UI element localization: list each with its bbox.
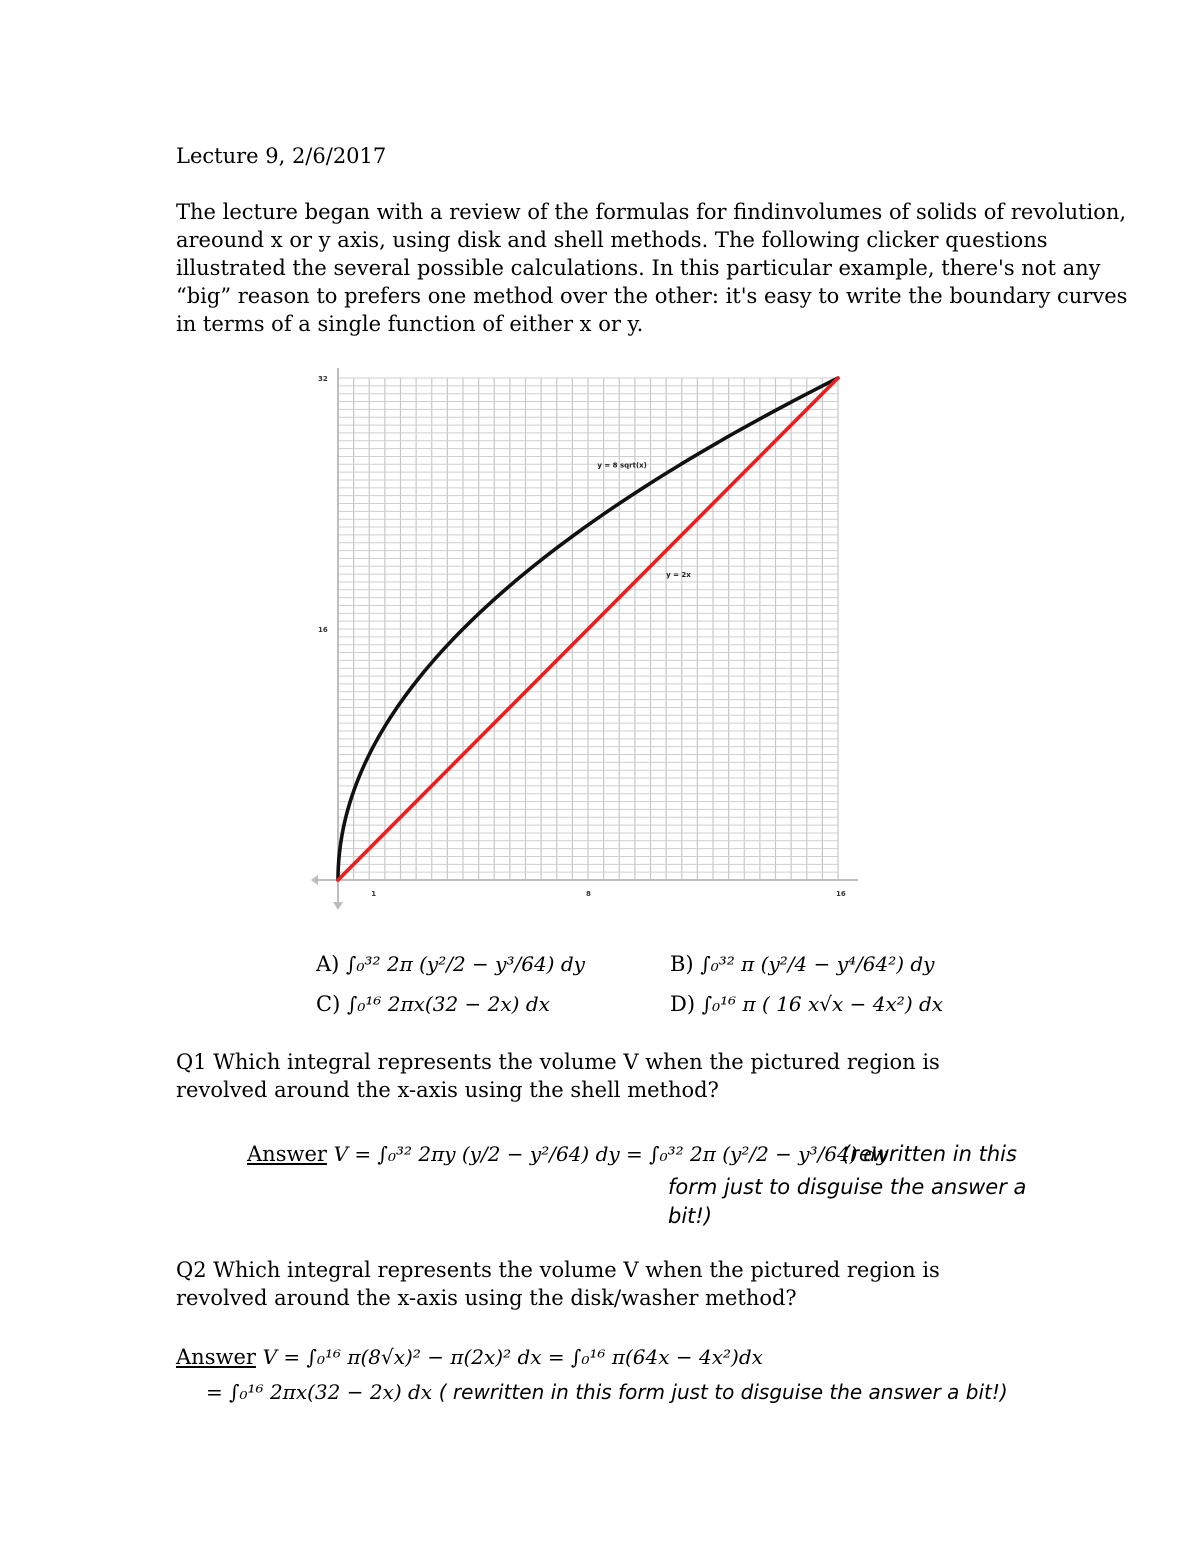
question-2-line: revolved around the x-axis using the disk/washer method?: [176, 1286, 797, 1310]
question-1: [176, 1048, 940, 1104]
question-1-answer: [247, 1140, 888, 1168]
choice-b: [670, 950, 934, 978]
answer-1-note-line: form just to disguise the answer a: [668, 1175, 1027, 1199]
answer-label: Answer: [247, 1142, 327, 1166]
question-2: [176, 1256, 940, 1312]
x-tick-label: 8: [586, 890, 591, 898]
intro-line: in terms of a single function of either x or y.: [176, 312, 644, 336]
choice-c-expression: ∫₀¹⁶ 2πx(32 − 2x) dx: [346, 992, 550, 1016]
choice-b-label: B): [670, 952, 694, 976]
intro-line: areound x or y axis, using disk and shell methods. The following clicker questions: [176, 228, 1048, 252]
choice-a-expression: ∫₀³² 2π (y²/2 − y³/64) dy: [346, 952, 585, 976]
answer-1-note-line: (rewritten in this: [842, 1142, 1017, 1166]
chart-series-labels: [597, 461, 691, 579]
question-1-line: revolved around the x-axis using the shell method?: [176, 1078, 719, 1102]
intro-line: “big” reason to prefers one method over the other: it's easy to write the boundary curves: [176, 284, 1128, 308]
answer-2-expression: V = ∫₀¹⁶ π(8√x)² − π(2x)² dx = ∫₀¹⁶ π(64x − 4x²)dx: [262, 1345, 763, 1369]
answer-2-note: ( rewritten in this form just to disguise the answer a bit!): [438, 1380, 1008, 1404]
answer-1-note-line: bit!): [668, 1204, 713, 1228]
y-axis-arrow: [333, 902, 343, 910]
choice-a-label: A): [316, 952, 340, 976]
answer-1-expression: V = ∫₀³² 2πy (y/2 − y²/64) dy = ∫₀³² 2π (y²/2 − y³/64) dy: [333, 1142, 889, 1166]
intro-line: illustrated the several possible calculations. In this particular example, there's not any: [176, 256, 1101, 280]
choice-d: [670, 990, 943, 1018]
lecture-title: Lecture 9, 2/6/2017: [176, 144, 387, 168]
question-2-answer: [176, 1343, 763, 1371]
region-chart: [310, 360, 870, 910]
question-2-line: Q2 Which integral represents the volume V when the pictured region is: [176, 1258, 940, 1282]
choice-b-expression: ∫₀³² π (y²/4 − y⁴/64²) dy: [700, 952, 935, 976]
x-axis-arrow: [311, 875, 318, 885]
choice-d-expression: ∫₀¹⁶ π ( 16 x√x − 4x²) dx: [701, 992, 944, 1016]
series-label-sqrt: y = 8 sqrt(x): [597, 461, 647, 470]
question-1-line: Q1 Which integral represents the volume V when the pictured region is: [176, 1050, 940, 1074]
x-tick-label: 16: [836, 890, 846, 898]
intro-paragraph: [176, 198, 1127, 338]
series-label-2x: y = 2x: [666, 571, 691, 580]
choice-c: [316, 990, 550, 1018]
x-tick-label: 1: [371, 890, 377, 898]
y-tick-label: 16: [318, 626, 328, 634]
question-2-answer-continued: [206, 1378, 1008, 1406]
y-tick-label: 32: [318, 375, 328, 383]
intro-line: The lecture began with a review of the formulas for findinvolumes of solids of revolution,: [176, 200, 1127, 224]
choice-c-label: C): [316, 992, 341, 1016]
choice-a: [316, 950, 585, 978]
choice-d-label: D): [670, 992, 696, 1016]
answer-label: Answer: [176, 1345, 256, 1369]
answer-2-expression-continued: = ∫₀¹⁶ 2πx(32 − 2x) dx: [206, 1380, 433, 1404]
